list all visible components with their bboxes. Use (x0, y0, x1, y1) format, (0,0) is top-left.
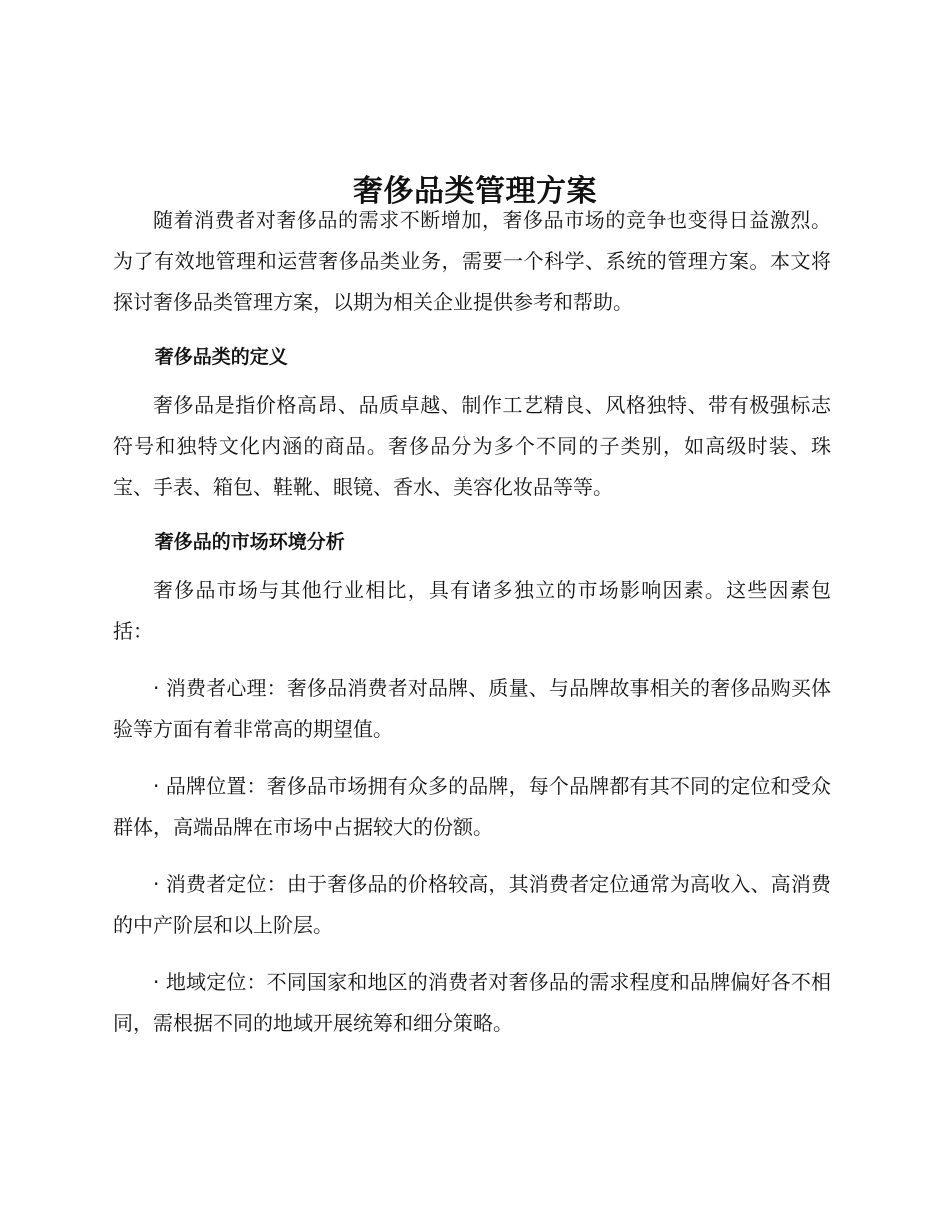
intro-paragraph: 随着消费者对奢侈品的需求不断增加，奢侈品市场的竞争也变得日益激烈。为了有效地管理和运营奢侈品类业务，需要一个科学、系统的管理方案。本文将探讨奢侈品类管理方案，以期为相关企业提供参考和帮助。 (113, 208, 831, 314)
section-heading-definition: 奢侈品类的定义 (154, 346, 288, 368)
document-title: 奢侈品类管理方案 (353, 174, 597, 210)
bullet-item-consumer-psychology: · 消费者心理：奢侈品消费者对品牌、质量、与品牌故事相关的奢侈品购买体验等方面有着非常高的期望值。 (113, 676, 831, 741)
bullet-item-regional-positioning: · 地域定位：不同国家和地区的消费者对奢侈品的需求程度和品牌偏好各不相同，需根据不同的地域开展统筹和细分策略。 (113, 970, 831, 1035)
bullet-item-consumer-positioning: · 消费者定位：由于奢侈品的价格较高，其消费者定位通常为高收入、高消费的中产阶层和以上阶层。 (113, 872, 831, 937)
market-analysis-paragraph: 奢侈品市场与其他行业相比，具有诸多独立的市场影响因素。这些因素包括： (113, 578, 831, 643)
section-heading-market-analysis: 奢侈品的市场环境分析 (154, 531, 345, 553)
bullet-item-brand-position: · 品牌位置：奢侈品市场拥有众多的品牌，每个品牌都有其不同的定位和受众群体，高端品牌在市场中占据较大的份额。 (113, 774, 831, 839)
definition-paragraph: 奢侈品是指价格高昂、品质卓越、制作工艺精良、风格独特、带有极强标志符号和独特文化内涵的商品。奢侈品分为多个不同的子类别，如高级时装、珠宝、手表、箱包、鞋靴、眼镜、香水、美容化妆品等等。 (113, 393, 831, 499)
document-body (113, 200, 831, 1044)
